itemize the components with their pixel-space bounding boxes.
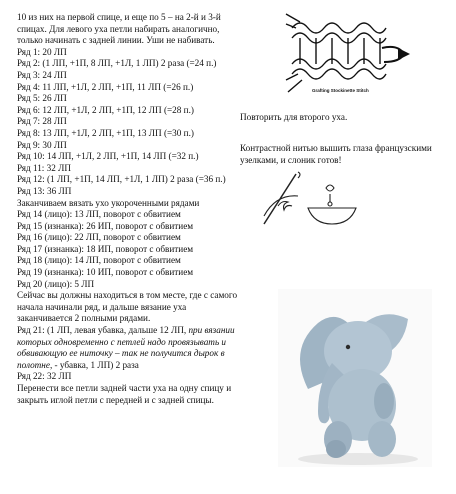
french-knot-diagram	[256, 170, 366, 230]
row-line: Ряд 15 (изнанка): 26 ИП, поворот с обвитием	[17, 220, 194, 231]
row-21-italic-note: при вязании которых одновременно с петлей надо провязывать и обвивающую ее ниточку – так не получится дырок в полотне	[17, 325, 235, 370]
closing-paragraph: Перенести все петли задней части уха на одну спицу и закрыть иглой петли с передней и с задней спицы.	[17, 383, 232, 405]
diagram-caption: Grafting Stockinette Stitch	[312, 88, 369, 93]
row-line: Ряд 9: 30 ЛП	[17, 139, 67, 150]
row-line: Ряд 11: 32 ЛП	[17, 162, 72, 173]
row-line: Ряд 7: 28 ЛП	[17, 116, 67, 127]
embroider-eyes-note: Контрастной нитью вышить глаза французскими узелками, и слоник готов!	[240, 143, 432, 165]
instructions-column	[17, 12, 239, 406]
row-line: Ряд 19 (изнанка): 10 ИП, поворот с обвитием	[17, 267, 194, 278]
repeat-ear-note: Повторить для второго уха.	[240, 112, 348, 122]
row-line: Ряд 10: 14 ЛП, +1Л, 2 ЛП, +1П, 14 ЛП (=32 п.)	[17, 151, 199, 162]
row-line: Ряд 3: 24 ЛП	[17, 69, 67, 80]
row-line: Ряд 17 (изнанка): 18 ИП, поворот с обвитием	[17, 243, 194, 254]
row-line: Ряд 4: 11 ЛП, +1Л, 2 ЛП, +1П, 11 ЛП (=26 п.)	[17, 81, 194, 92]
section-note: Заканчиваем вязать ухо укороченными рядами	[17, 197, 200, 208]
row-line: Ряд 1: 20 ЛП	[17, 46, 67, 57]
note-paragraph: Сейчас вы должны находиться в том месте, где с самого начала начинали ряд, и дальше вязание уха заканчивается 2 полными рядами.	[17, 290, 238, 324]
intro-paragraph: 10 из них на первой спице, и еще по 5 – на 2-й и 3-й спицах. Для левого уха петли набирать аналогично, только начинать с задней линии. Уши не набивать.	[17, 12, 221, 46]
row-21-line	[17, 325, 239, 371]
row-line: Ряд 18 (лицо): 14 ЛП, поворот с обвитием	[17, 255, 181, 266]
row-line: Ряд 8: 13 ЛП, +1Л, 2 ЛП, +1П, 13 ЛП (=30 п.)	[17, 127, 194, 138]
row-line: Ряд 20 (лицо): 5 ЛП	[17, 278, 95, 289]
row-line: Ряд 22: 32 ЛП	[17, 371, 72, 382]
row-line: Ряд 13: 36 ЛП	[17, 185, 72, 196]
elephant-toy-illustration	[278, 289, 432, 467]
row-line: Ряд 14 (лицо): 13 ЛП, поворот с обвитием	[17, 209, 181, 220]
row-line: Ряд 5: 26 ЛП	[17, 93, 67, 104]
row-line: Ряд 16 (лицо): 22 ЛП, поворот с обвитием	[17, 232, 181, 243]
row-21-tail: , - убавка, 1 ЛП) 2 раза	[49, 359, 139, 370]
elephant-toy-photo	[278, 289, 432, 467]
row-line: Ряд 2: (1 ЛП, +1П, 8 ЛП, +1Л, 1 ЛП) 2 раза (=24 п.)	[17, 58, 217, 69]
row-21-lead: Ряд 21: (1 ЛП, левая убавка, дальше 12 ЛП,	[17, 325, 189, 336]
row-line: Ряд 6: 12 ЛП, +1Л, 2 ЛП, +1П, 12 ЛП (=28 п.)	[17, 104, 194, 115]
row-line: Ряд 12: (1 ЛП, +1П, 14 ЛП, +1Л, 1 ЛП) 2 раза (=36 п.)	[17, 174, 226, 185]
